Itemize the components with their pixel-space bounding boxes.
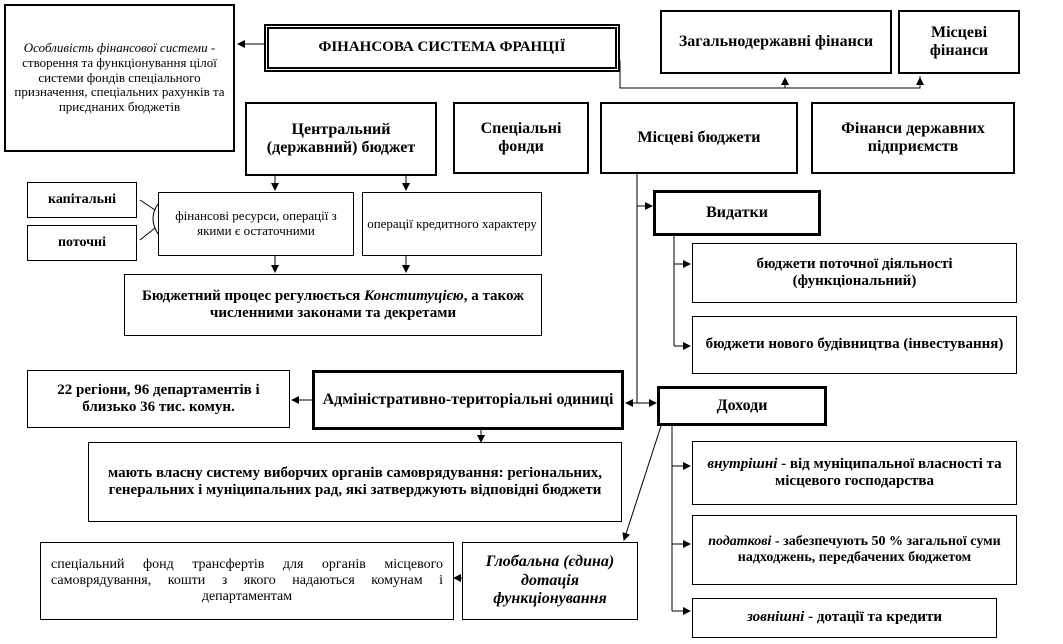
budget-process-box [124,274,542,336]
internal-text: - від муніципальної власності та місцевого господарства [775,455,1002,489]
credit-operations-box [362,192,542,256]
local-finance-box [898,10,1020,74]
features-title: Особливість фінансової системи [23,39,208,55]
self-government-label: мають власну систему виборчих органів самоврядування: регіональних, генеральних і муніципальних рад, які затверджують відповідні бюджети [108,464,602,498]
transfer-fund-label: спеціальний фонд трансфертів для органів місцевого самоврядування, кошти з якого надаються комунам і департаментам [51,556,443,605]
expenditures-box [653,190,821,236]
transfer-fund-box [40,542,454,620]
external-term: зовнішні [747,609,805,626]
local-budgets-box [600,102,798,174]
special-funds-label: Спеціальні фонди [480,119,562,155]
admin-units-label: Адміністративно-територіальні одиниці [322,390,614,408]
budget-process-text-1: Бюджетний процес регулюється [142,287,364,304]
new-construction-label: бюджети нового будівництва (інвестування) [705,336,1004,353]
features-box [4,4,235,152]
special-funds-box [453,102,589,174]
enterprise-finance-box [811,102,1015,174]
tax-revenue-box [692,515,1017,585]
capital-box [27,182,137,218]
current-activity-label: бюджети поточної діяльності (функціональний) [756,255,953,289]
main-title-frame [264,24,620,72]
central-budget-box [245,102,437,176]
external-revenue-box [692,598,997,638]
admin-units-box [312,370,624,430]
external-text: - дотації та кредити [804,609,942,626]
main-title: ФІНАНСОВА СИСТЕМА ФРАНЦІЇ [318,39,566,56]
expenditures-label: Видатки [706,203,768,221]
internal-term: внутрішні [707,455,778,472]
current-activity-box [692,243,1017,303]
global-grant-box [462,542,638,620]
budget-process-constitution: Конституцією [364,287,464,304]
financial-resources-box [158,192,354,256]
self-government-box [88,442,622,522]
local-budgets-label: Місцеві бюджети [637,128,761,146]
current-label: поточні [57,234,107,250]
internal-revenue-box [692,441,1017,505]
central-budget-label: Центральний (державний) бюджет [266,120,416,156]
budget-process-text-2: , а також численними законами та декретами [209,287,524,321]
global-grant-label: Глобальна (єдина) дотація функціонування [485,553,615,608]
regions-box [27,370,290,428]
arrow-to-current [140,228,155,240]
arrow-to-global-grant [624,426,661,540]
new-construction-box [692,316,1017,374]
credit-operations-label: операції кредитного характеру [367,215,537,231]
revenues-box [657,386,827,426]
revenues-label: Доходи [716,396,768,414]
tax-text: - забезпечують 50 % загальної суми надходжень, передбачених бюджетом [737,533,1001,565]
financial-resources-label: фінансові ресурси, операції з якими є остаточними [175,208,337,238]
state-finance-box [660,10,892,74]
regions-label: 22 регіони, 96 департаментів і близько 36 тис. комун. [57,381,260,415]
state-finance-label: Загальнодержавні фінанси [678,32,874,50]
tax-term: податкові [708,533,772,549]
local-finance-label: Місцеві фінанси [929,23,989,59]
enterprise-finance-label: Фінанси державних підприємств [841,119,985,155]
features-text: - створення та функціонування цілої системи фондів спеціального призначення, спеціальних рахунків та приєднаних бюджетів [14,39,225,115]
arrow-to-capital [140,200,155,210]
capital-label: капітальні [47,191,116,207]
current-box [27,225,137,261]
